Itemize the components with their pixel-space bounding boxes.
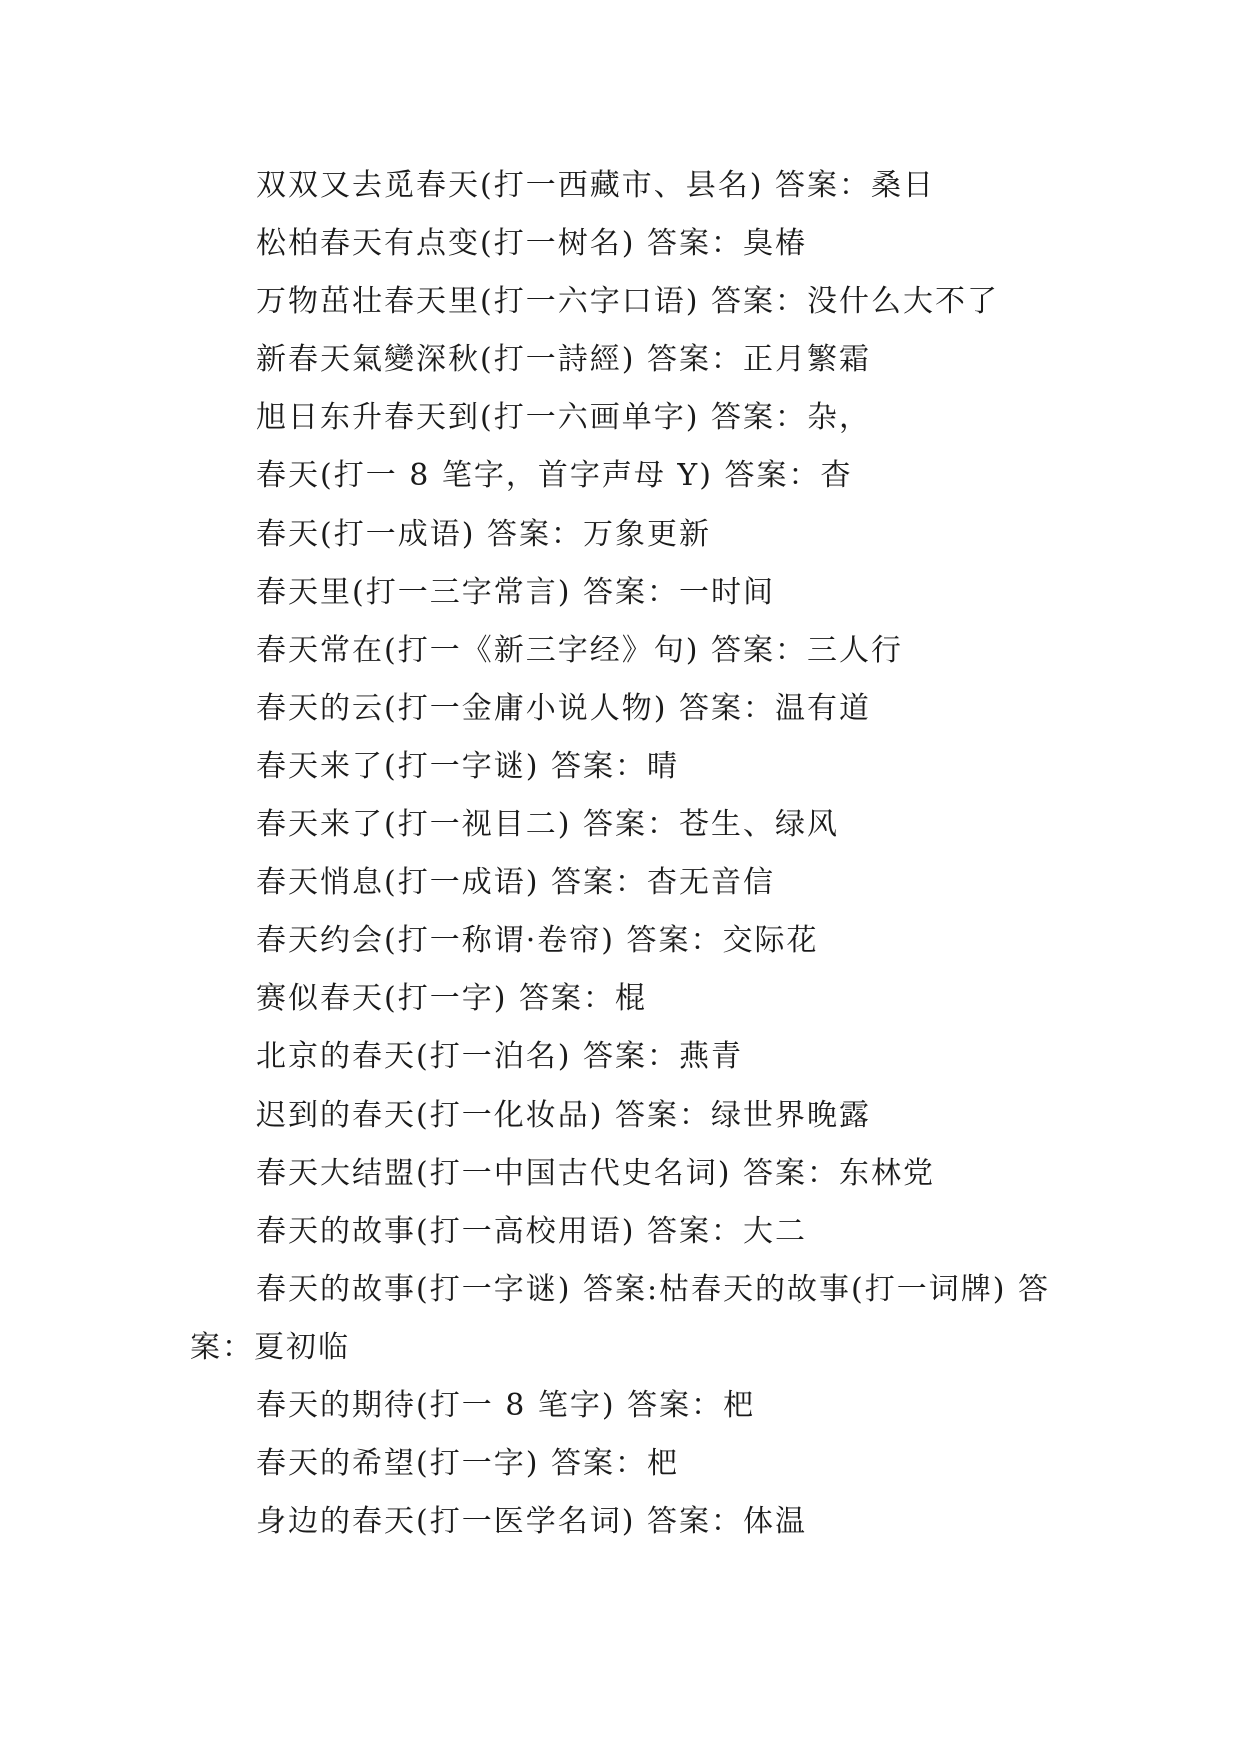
riddle-line: 旭日东升春天到(打一六画单字) 答案：杂， [256, 400, 871, 436]
riddle-line: 双双又去觅春天(打一西藏市、县名) 答案：桑日 [256, 168, 935, 203]
riddle-line: 身边的春天(打一医学名词) 答案：体温 [256, 1504, 807, 1540]
riddle-line: 松柏春天有点变(打一树名) 答案：臭椿 [256, 226, 807, 262]
riddle-line: 春天的希望(打一字) 答案：杷 [256, 1446, 679, 1482]
riddle-line: 万物茁壮春天里(打一六字口语) 答案：没什么大不了 [256, 284, 999, 320]
riddle-line: 赛似春天(打一字) 答案：棍 [256, 981, 647, 1017]
riddle-line: 春天(打一 8 笔字，首字声母 Y) 答案：杳 [256, 458, 853, 494]
riddle-line: 春天来了(打一字谜) 答案：晴 [256, 748, 679, 784]
riddle-line: 迟到的春天(打一化妆品) 答案：绿世界晚露 [256, 1097, 871, 1133]
riddle-line: 新春天氣變深秋(打一詩經) 答案：正月繁霜 [256, 342, 871, 378]
riddle-line: 春天的云(打一金庸小说人物) 答案：温有道 [256, 690, 871, 726]
riddle-line: 北京的春天(打一泊名) 答案：燕青 [256, 1039, 743, 1075]
riddle-line: 春天约会(打一称谓·卷帘) 答案：交际花 [256, 923, 819, 959]
riddle-line: 春天的故事(打一高校用语) 答案：大二 [256, 1213, 807, 1249]
riddle-line: 春天常在(打一《新三字经》句) 答案：三人行 [256, 632, 903, 668]
riddle-line: 春天里(打一三字常言) 答案：一时间 [256, 574, 775, 610]
riddle-line-wrapped: 春天的故事(打一字谜) 答案:枯春天的故事(打一词牌) 答案：夏初临 [190, 1271, 1050, 1365]
riddle-list [190, 157, 1070, 1551]
riddle-line: 春天来了(打一视目二) 答案：苍生、绿风 [256, 807, 839, 843]
riddle-line: 春天悄息(打一成语) 答案：杳无音信 [256, 865, 775, 901]
riddle-line: 春天的期待(打一 8 笔字) 答案：杷 [256, 1387, 756, 1423]
riddle-line: 春天大结盟(打一中国古代史名词) 答案：东林党 [256, 1155, 935, 1191]
riddle-line: 春天(打一成语) 答案：万象更新 [256, 516, 711, 552]
